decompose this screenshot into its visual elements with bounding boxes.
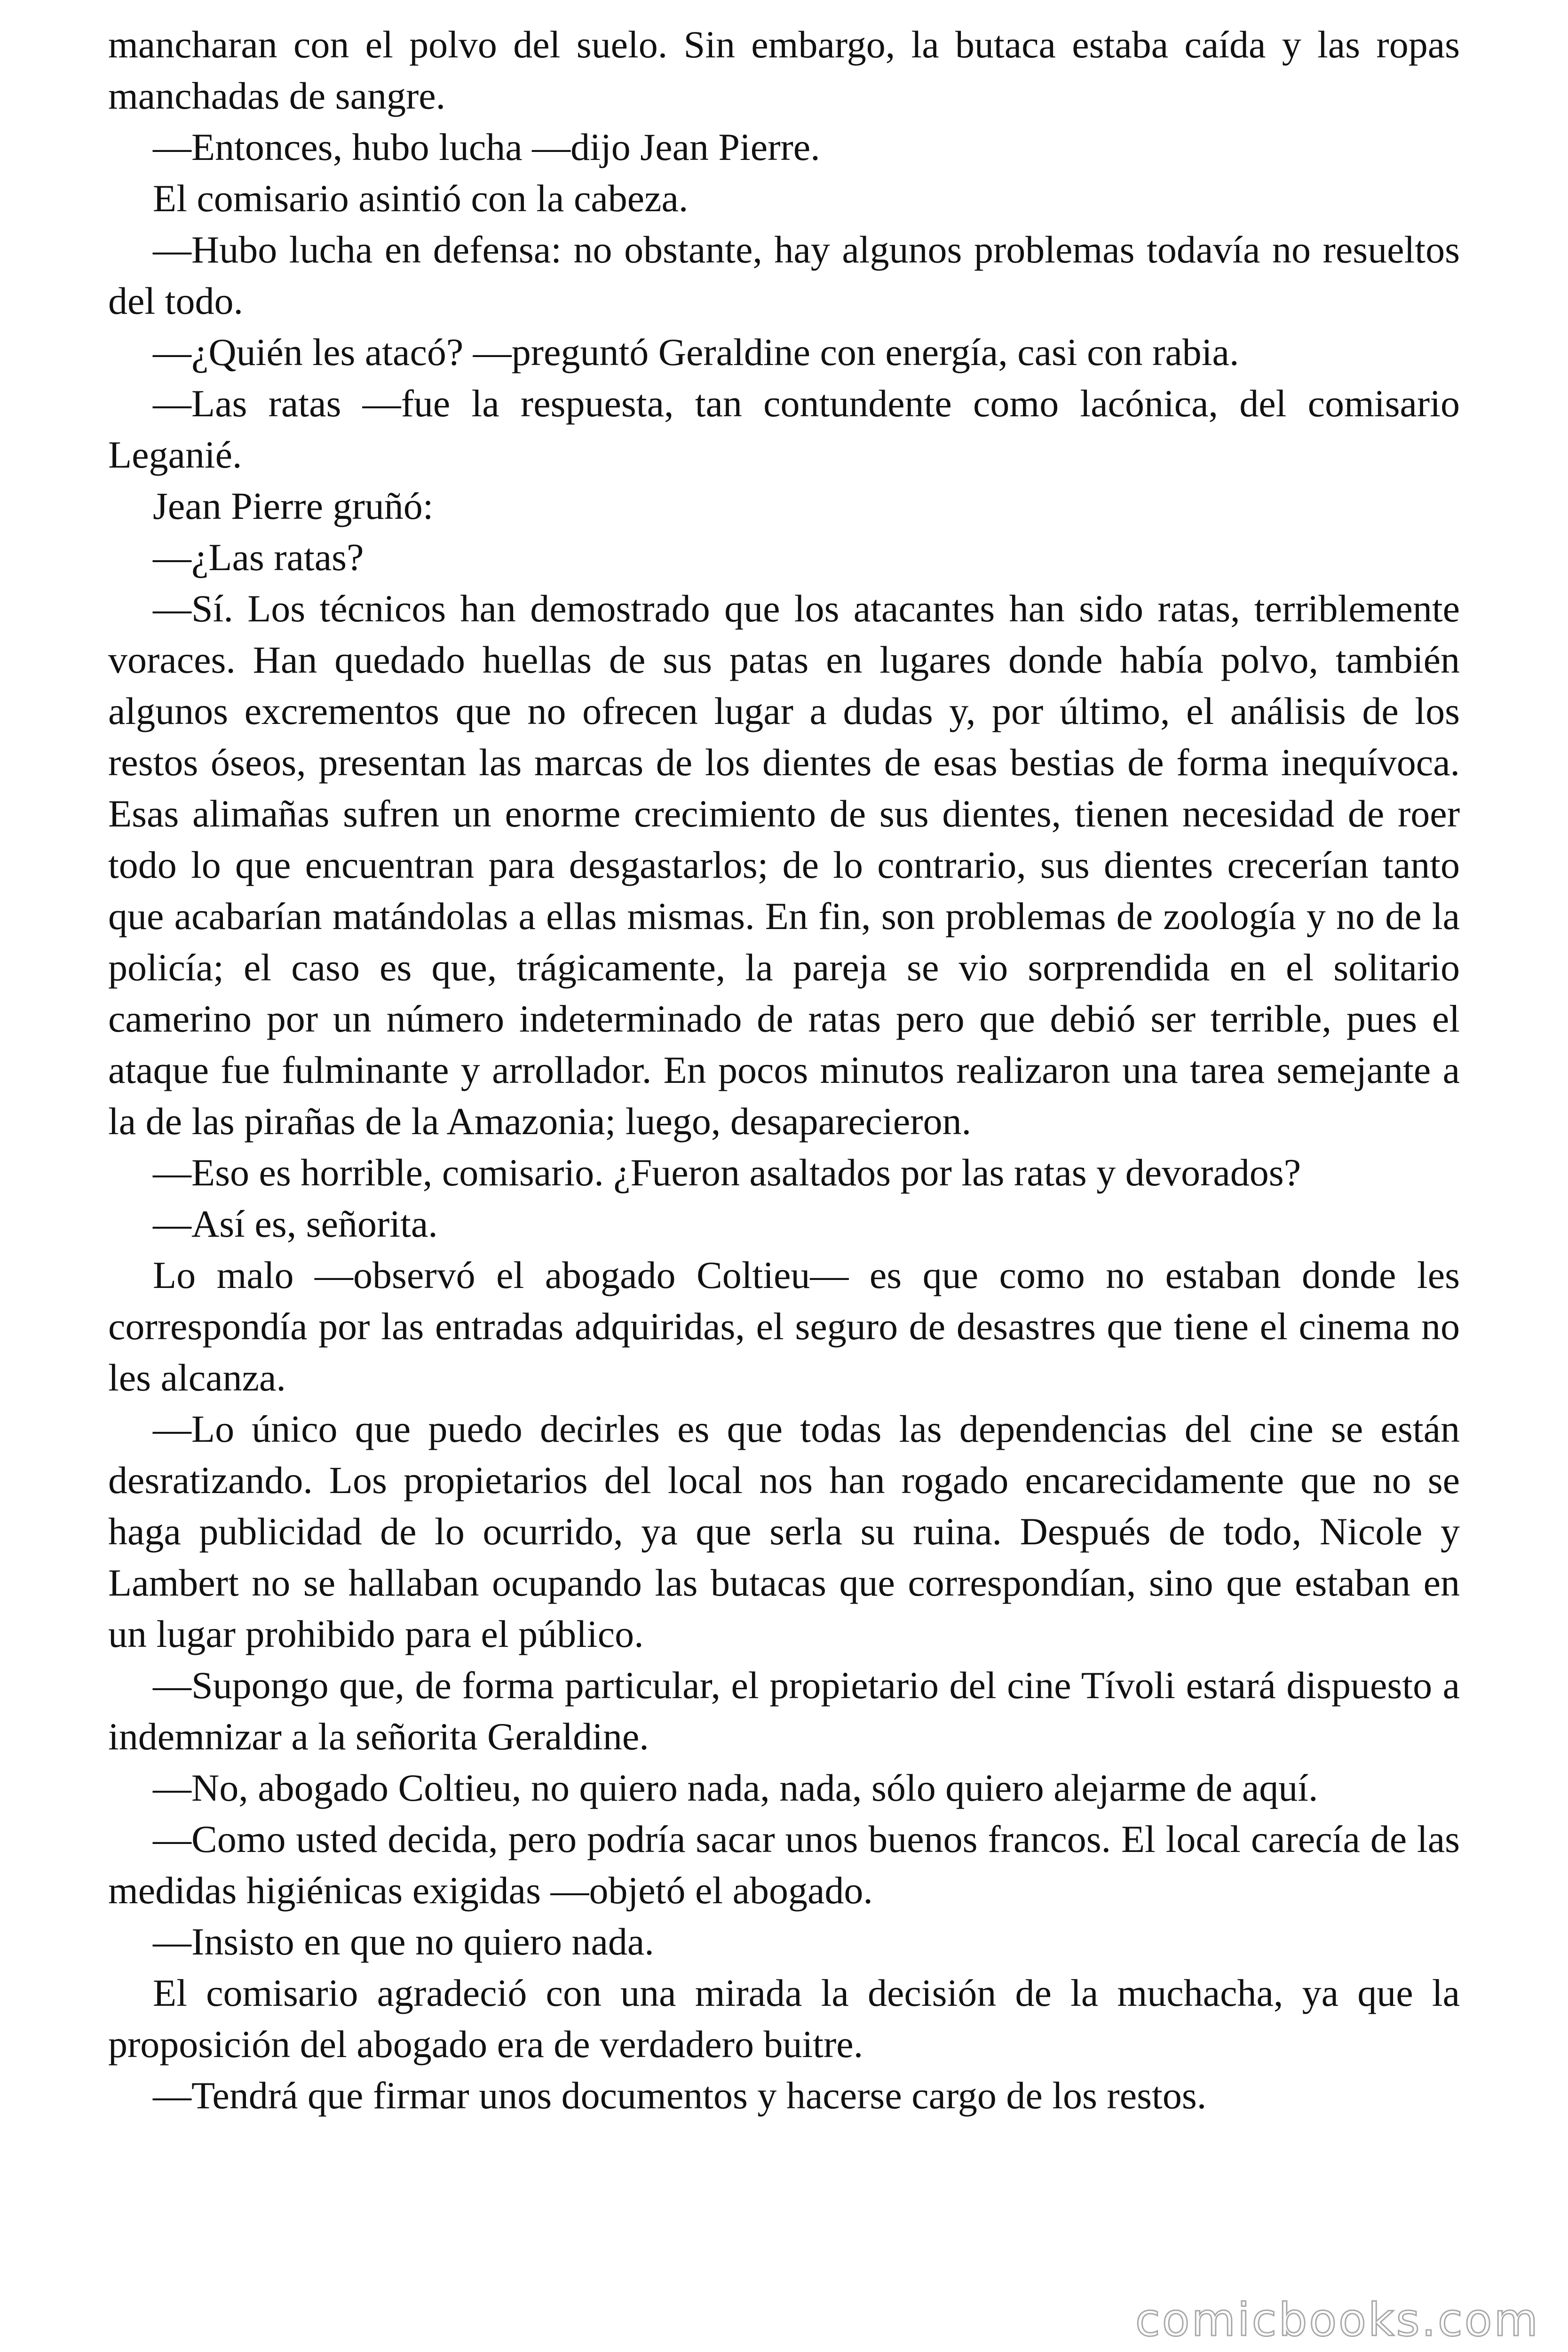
- paragraph: —Así es, señorita.: [153, 1202, 438, 1245]
- paragraph: —Tendrá que firmar unos documentos y hacerse cargo de los restos.: [153, 2074, 1207, 2117]
- paragraph: —Las ratas —fue la respuesta, tan contundente como lacónica, del comisario Leganié.: [108, 382, 1460, 476]
- paragraph: —Eso es horrible, comisario. ¿Fueron asaltados por las ratas y devorados?: [153, 1151, 1301, 1194]
- watermark: comicbooks.com: [1135, 2294, 1540, 2346]
- paragraph: Lo malo —observó el abogado Coltieu— es que como no estaban donde les correspondía por las entradas adquiridas, el seguro de desastres que tiene el cinema no les alcanza.: [108, 1254, 1460, 1399]
- paragraph: —Supongo que, de forma particular, el propietario del cine Tívoli estará dispuesto a indemnizar a la señorita Geraldine.: [108, 1664, 1460, 1758]
- paragraph: —¿Las ratas?: [153, 536, 364, 579]
- page-text: [108, 19, 1460, 2121]
- paragraph: —Insisto en que no quiero nada.: [153, 1920, 654, 1963]
- paragraph: —Entonces, hubo lucha —dijo Jean Pierre.: [153, 126, 820, 168]
- paragraph: —Como usted decida, pero podría sacar unos buenos francos. El local carecía de las medidas higiénicas exigidas —objetó el abogado.: [108, 1818, 1460, 1912]
- paragraph: El comisario agradeció con una mirada la decisión de la muchacha, ya que la proposición del abogado era de verdadero buitre.: [108, 1971, 1460, 2066]
- paragraph: —No, abogado Coltieu, no quiero nada, nada, sólo quiero alejarme de aquí.: [153, 1766, 1318, 1809]
- paragraph: —Sí. Los técnicos han demostrado que los atacantes han sido ratas, terriblemente voraces. Han quedado huellas de sus patas en lugares donde había polvo, también algunos excrementos que no ofrecen lugar a dudas y, por último, el análisis de los restos óseos, presentan las marcas de los dientes de esas bestias de forma inequívoca. Esas alimañas sufren un enorme crecimiento de sus dientes, tienen necesidad de roer todo lo que encuentran para desgastarlos; de lo contrario, sus dientes crecerían tanto que acabarían matándolas a ellas mismas. En fin, son problemas de zoología y no de la policía; el caso es que, trágicamente, la pareja se vio sorprendida en el solitario camerino por un número indeterminado de ratas pero que debió ser terrible, pues el ataque fue fulminante y arrollador. En pocos minutos realizaron una tarea semejante a la de las pirañas de la Amazonia; luego, desaparecieron.: [108, 587, 1460, 1143]
- paragraph: mancharan con el polvo del suelo. Sin embargo, la butaca estaba caída y las ropas manchadas de sangre.: [108, 23, 1460, 117]
- paragraph: —Hubo lucha en defensa: no obstante, hay algunos problemas todavía no resueltos del todo.: [108, 228, 1460, 322]
- paragraph: El comisario asintió con la cabeza.: [153, 177, 689, 220]
- paragraph: —¿Quién les atacó? —preguntó Geraldine con energía, casi con rabia.: [153, 331, 1239, 373]
- paragraph: Jean Pierre gruñó:: [153, 485, 434, 527]
- paragraph: —Lo único que puedo decirles es que todas las dependencias del cine se están desratizando. Los propietarios del local nos han rogado encarecidamente que no se haga publicidad de lo ocurrido, ya que serla su ruina. Después de todo, Nicole y Lambert no se hallaban ocupando las butacas que correspondían, sino que estaban en un lugar prohibido para el público.: [108, 1407, 1460, 1655]
